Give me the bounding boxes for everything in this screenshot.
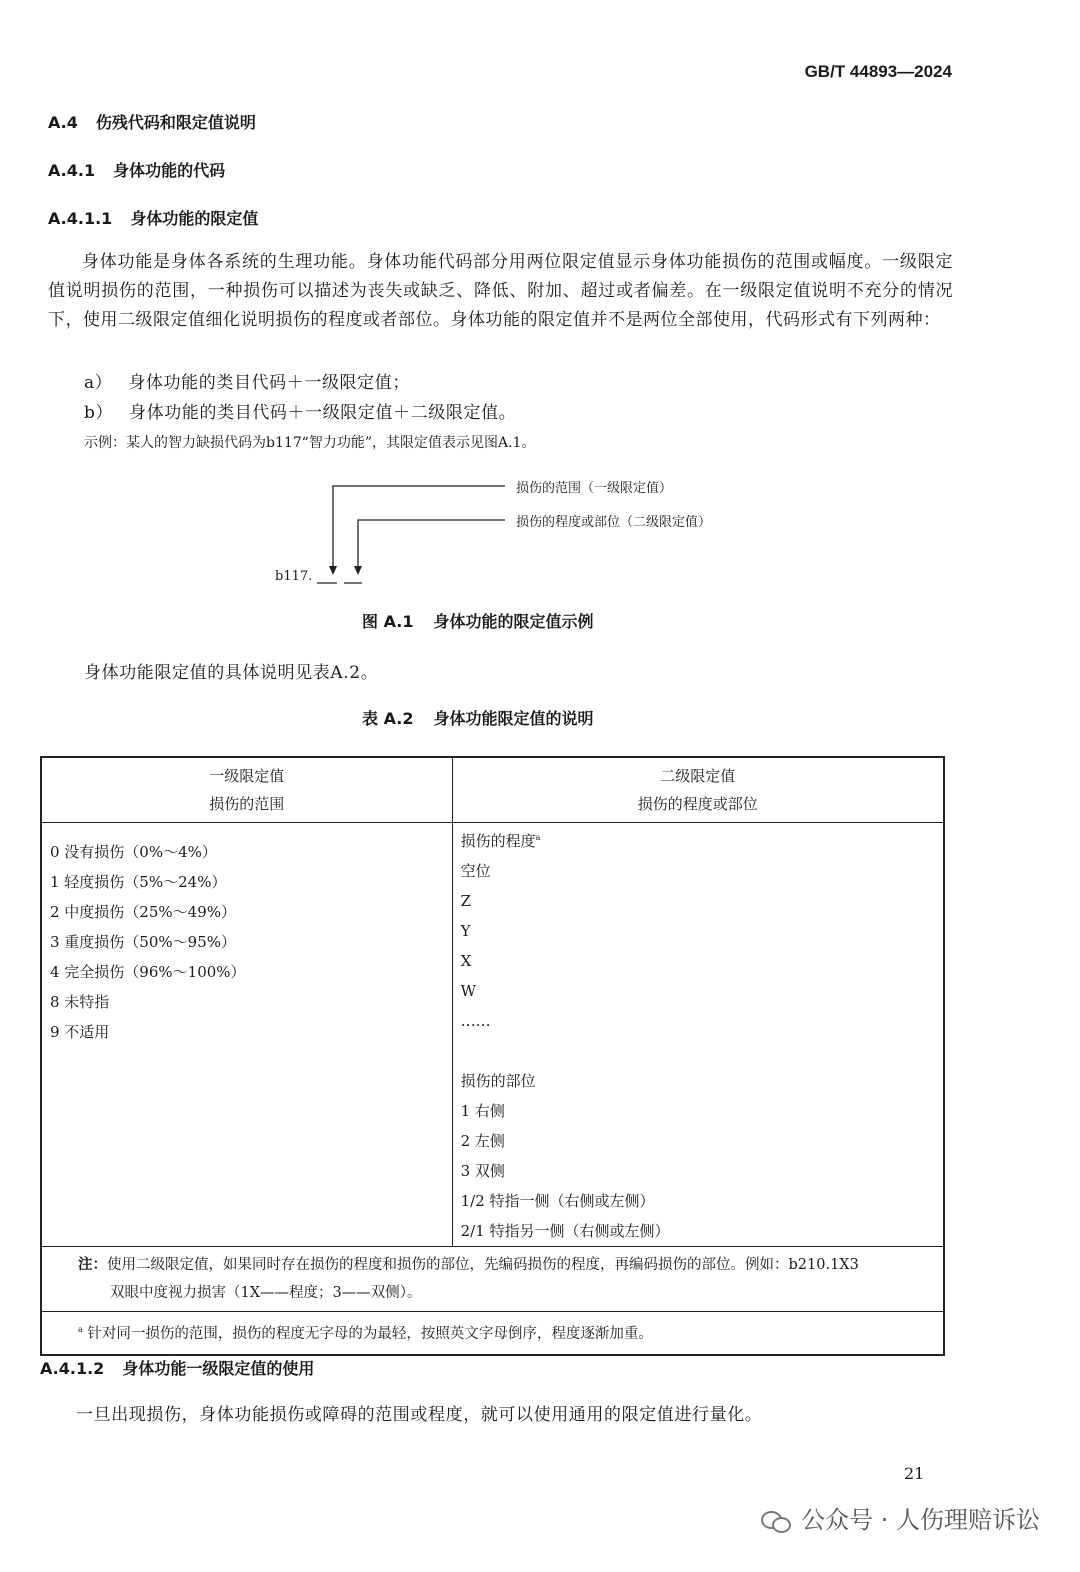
- list-item: X: [460, 952, 472, 970]
- table-header-row: [41, 757, 944, 823]
- table-caption: [362, 706, 593, 729]
- header-text: 一级限定值: [209, 767, 285, 785]
- note-text-continued: 双眼中度视力损害（1X——程度；3——双侧）。: [110, 1285, 422, 1301]
- arrow-head-second: [354, 566, 362, 575]
- list-text: 身体功能的类目代码＋一级限定值；: [128, 373, 410, 393]
- list-marker: b）: [84, 403, 114, 423]
- wechat-icon: [761, 1509, 791, 1533]
- note-label: 注：: [78, 1256, 107, 1273]
- section-number: A.4.1.1: [48, 209, 113, 228]
- paragraph-first-qualifier-use: 一旦出现损伤，身体功能损伤或障碍的范围或程度，就可以使用通用的限定值进行量化。: [76, 1405, 763, 1425]
- figure-code: b117.: [275, 569, 313, 584]
- section-heading-a412: [40, 1356, 314, 1379]
- table-caption-number: 表 A.2: [362, 709, 414, 728]
- list-item: 2 中度损伤（25%～49%）: [50, 903, 236, 921]
- figure-label-first: 损伤的范围（一级限定值）: [516, 481, 673, 496]
- header-text: 损伤的范围: [209, 795, 285, 813]
- figure-caption: [362, 609, 593, 632]
- list-item: 1/2 特指一侧（右侧或左侧）: [460, 1192, 655, 1210]
- figure-caption-title: 身体功能的限定值示例: [433, 612, 594, 631]
- section-title: 身体功能的代码: [113, 161, 226, 180]
- section-number: A.4.1: [48, 161, 96, 180]
- header-text: 二级限定值: [660, 767, 736, 785]
- table-header-cell-second: [452, 757, 944, 823]
- paragraph-body-function: 身体功能是身体各系统的生理功能。身体功能代码部分用两位限定值显示身体功能损伤的范围或幅度。一级限定值说明损伤的范围，一种损伤可以描述为丧失或缺乏、降低、附加、超过或者偏差。在一级限定值说明不充分的情况下，使用二级限定值细化说明损伤的程度或者部位。身体功能的限定值并不是两位全部使用，代码形式有下列两种：: [48, 252, 953, 330]
- list-item: W: [460, 982, 477, 1000]
- table-header-cell-first: [41, 757, 452, 823]
- note-text: 使用二级限定值，如果同时存在损伤的程度和损伤的部位，先编码损伤的程度，再编码损伤的部位。例如：b210.1X3: [107, 1257, 859, 1273]
- arrow-head-first: [329, 566, 337, 575]
- list-item: 4 完全损伤（96%～100%）: [50, 963, 246, 981]
- list-item: 8 未特指: [50, 993, 110, 1011]
- table-reference-text: 身体功能限定值的具体说明见表A.2。: [84, 663, 379, 683]
- connector-line-first: [333, 486, 505, 572]
- table-caption-title: 身体功能限定值的说明: [433, 709, 594, 728]
- list-item: 空位: [460, 862, 491, 880]
- table-note: [41, 1247, 944, 1312]
- list-item: 3 重度损伤（50%～95%）: [50, 933, 236, 951]
- footnote-mark: a: [78, 1325, 83, 1334]
- watermark-text: 公众号 · 人伤理赔诉讼: [801, 1506, 1040, 1534]
- list-marker: a）: [84, 373, 113, 393]
- section-title: 身体功能一级限定值的使用: [122, 1359, 315, 1378]
- section-number: A.4.1.2: [40, 1359, 105, 1378]
- location-label: 损伤的部位: [460, 1072, 536, 1090]
- standard-number: GB/T 44893—2024: [804, 62, 952, 81]
- header-text: 损伤的程度或部位: [637, 795, 758, 813]
- table-cell-second-qualifier: [452, 823, 944, 1247]
- list-item: 2 左侧: [460, 1132, 505, 1150]
- footnote-marker: a: [535, 833, 541, 842]
- example-text: 示例：某人的智力缺损代码为b117“智力功能”，其限定值表示见图A.1。: [84, 435, 536, 451]
- list-item: 2/1 特指另一侧（右侧或左侧）: [460, 1222, 670, 1240]
- list-item: 1 右侧: [460, 1102, 505, 1120]
- table-footnote-row: [41, 1312, 944, 1355]
- figure-caption-number: 图 A.1: [362, 612, 414, 631]
- table-footnote: [41, 1312, 944, 1355]
- section-title: 身体功能的限定值: [130, 209, 259, 228]
- list-item: Y: [460, 922, 471, 940]
- list-item: ……: [460, 1012, 491, 1030]
- connector-line-second: [358, 520, 505, 572]
- list-text: 身体功能的类目代码＋一级限定值＋二级限定值。: [129, 403, 517, 423]
- table-body-row: [41, 823, 944, 1247]
- list-item: 9 不适用: [50, 1023, 110, 1041]
- list-item: 3 双侧: [460, 1162, 505, 1180]
- figure-label-second: 损伤的程度或部位（二级限定值）: [516, 515, 712, 530]
- list-item: 0 没有损伤（0%～4%）: [50, 843, 217, 861]
- watermark: [761, 1500, 1040, 1535]
- list-item: 1 轻度损伤（5%～24%）: [50, 873, 227, 891]
- section-number: A.4: [48, 113, 78, 132]
- table-note-row: [41, 1247, 944, 1312]
- page-number: 21: [904, 1464, 925, 1483]
- footnote-text: 针对同一损伤的范围，损伤的程度无字母的为最轻，按照英文字母倒序，程度逐渐加重。: [87, 1325, 653, 1342]
- figure-a1-diagram: [0, 0, 1080, 600]
- qualifier-table: [40, 756, 945, 1356]
- section-title: 伤残代码和限定值说明: [95, 113, 256, 132]
- list-item: Z: [460, 892, 472, 910]
- table-cell-first-qualifier: [41, 823, 452, 1247]
- degree-label: 损伤的程度: [460, 832, 536, 850]
- degree-label-row: [453, 823, 943, 856]
